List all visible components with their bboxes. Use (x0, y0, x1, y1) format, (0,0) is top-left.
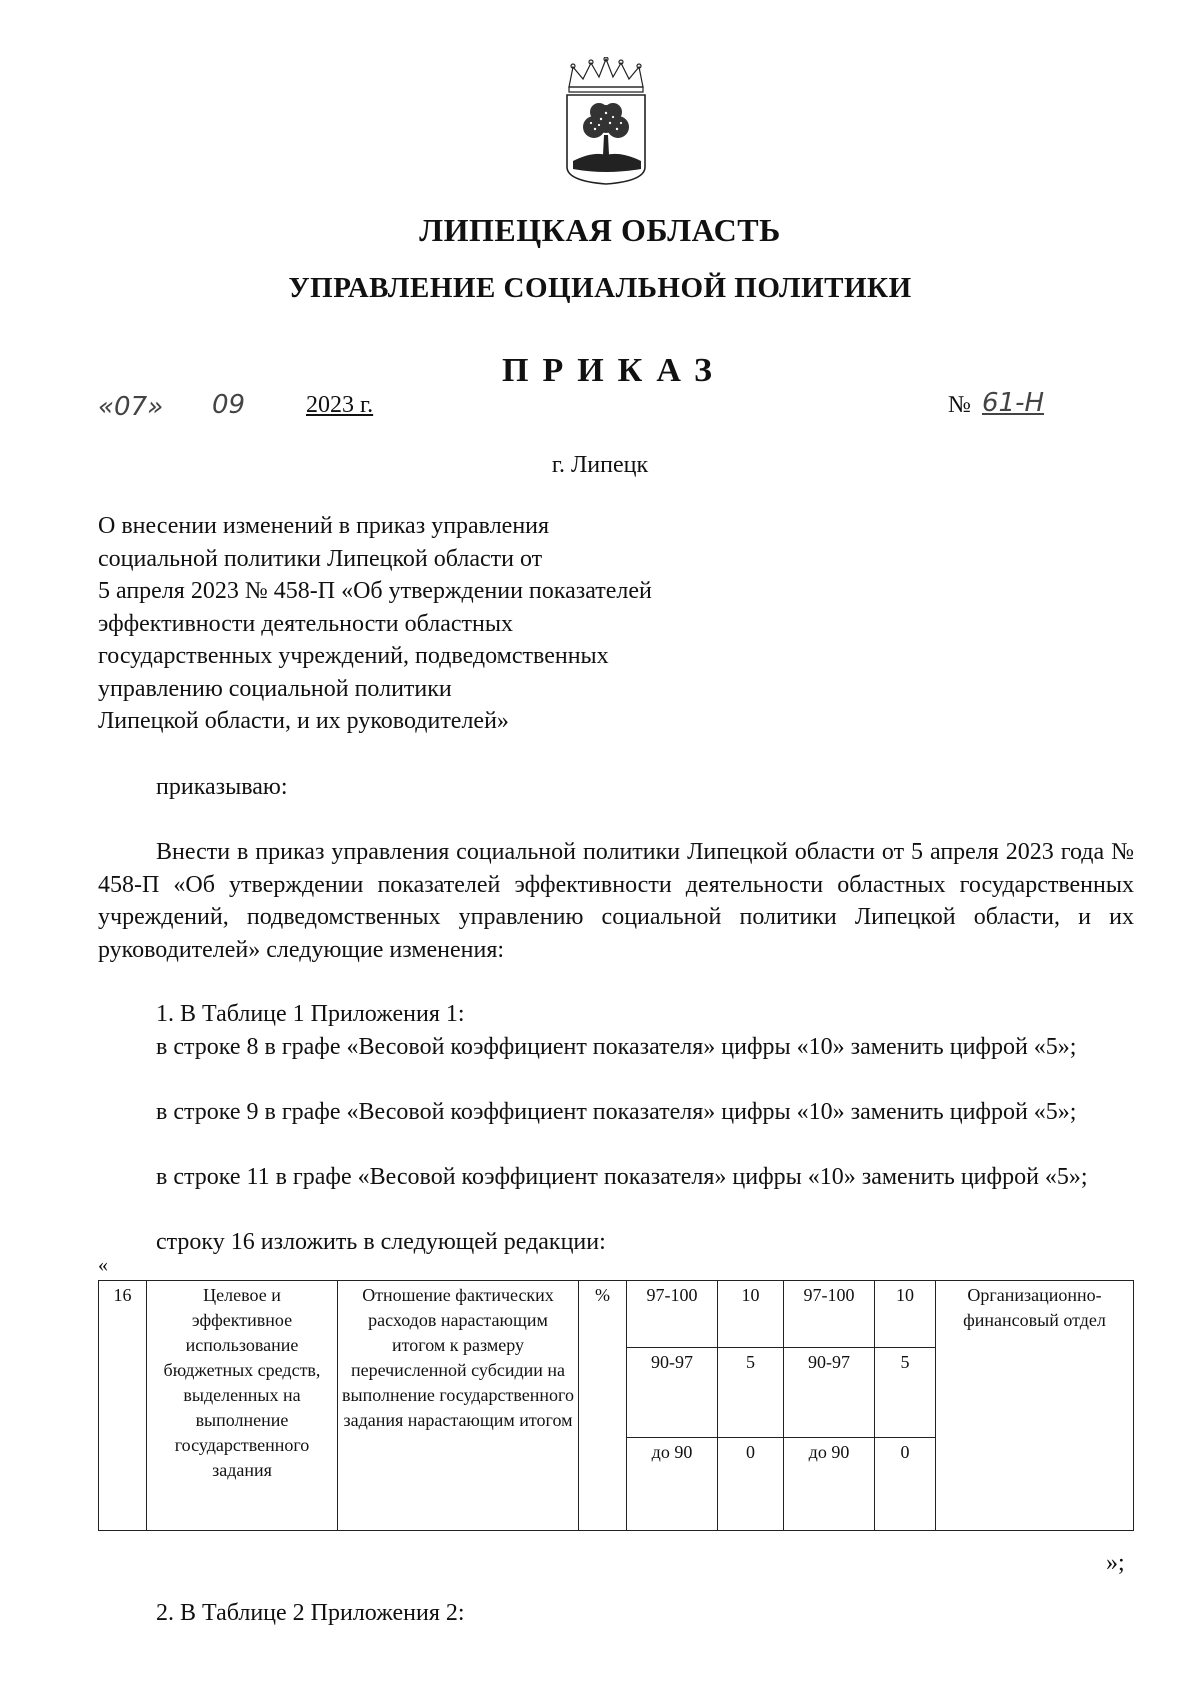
quote-open: « (98, 1254, 108, 1276)
order-word: приказываю: (156, 774, 288, 800)
cell-range: 97-100 (627, 1281, 718, 1348)
coat-of-arms-emblem (563, 57, 649, 185)
cell-range: 97-100 (784, 1281, 875, 1348)
subject-line: управлению социальной политики (98, 675, 452, 702)
subject-line: Липецкой области, и их руководителей» (98, 708, 509, 734)
cell-range: 90-97 (627, 1348, 718, 1438)
intro-paragraph: Внести в приказ управления социальной политики Липецкой области от 5 апреля 2023 года № 458-П «Об утверждении показателей эффективности деятельности областных государственных учреждений, подведомственных управлению социальной политики Липецкой области, и их руководителей» следующие изменения: (98, 839, 1134, 963)
number-label: № (948, 392, 971, 418)
cell-range: до 90 (627, 1438, 718, 1531)
cell-range: 90-97 (784, 1348, 875, 1438)
subject-line: государственных учреждений, подведомственных (98, 643, 609, 669)
change-row-8: в строке 8 в графе «Весовой коэффициент показателя» цифры «10» заменить цифрой «5»; (156, 1034, 1077, 1060)
row-16-table (98, 1280, 1134, 1531)
cell-unit: % (579, 1281, 627, 1531)
cell-criterion: Отношение фактических расходов нарастающим итогом к размеру перечисленной субсидии на выполнение государственного задания нарастающим итогом (338, 1281, 579, 1531)
subject-line: социальной политики Липецкой области от (98, 545, 543, 572)
subject-line: эффективности деятельности областных (98, 610, 513, 637)
cell-responsible: Организационно-финансовый отдел (936, 1281, 1134, 1531)
cell-range: до 90 (784, 1438, 875, 1531)
date-day: «07» (98, 392, 164, 422)
order-number: 61-Н (982, 388, 1045, 418)
cell-indicator: Целевое и эффективное использование бюджетных средств, выделенных на выполнение государственного задания (147, 1281, 338, 1531)
change-row-9: в строке 9 в графе «Весовой коэффициент показателя» цифры «10» заменить цифрой «5»; (156, 1099, 1077, 1125)
cell-weight: 0 (718, 1438, 784, 1531)
item-2: 2. В Таблице 2 Приложения 2: (156, 1600, 465, 1626)
item-1: 1. В Таблице 1 Приложения 1: (156, 1001, 465, 1027)
cell-weight: 10 (875, 1281, 936, 1348)
doc-type-title: ПРИКАЗ (502, 352, 726, 389)
department-title: УПРАВЛЕНИЕ СОЦИАЛЬНОЙ ПОЛИТИКИ (288, 272, 912, 304)
subject-line: О внесении изменений в приказ управления (98, 513, 550, 539)
cell-weight: 5 (875, 1348, 936, 1438)
city: г. Липецк (551, 452, 649, 478)
subject-block (98, 510, 798, 738)
cell-weight: 10 (718, 1281, 784, 1348)
row16-intro: строку 16 изложить в следующей редакции: (156, 1229, 606, 1255)
region-title: ЛИПЕЦКАЯ ОБЛАСТЬ (419, 212, 781, 248)
change-row-11: в строке 11 в графе «Весовой коэффициент показателя» цифры «10» заменить цифрой «5»; (156, 1164, 1088, 1190)
quote-close: »; (1106, 1550, 1125, 1576)
cell-weight: 5 (718, 1348, 784, 1438)
subject-line: 5 апреля 2023 № 458-П «Об утверждении показателей (98, 578, 652, 604)
date-month: 09 (212, 390, 246, 420)
cell-weight: 0 (875, 1438, 936, 1531)
date-year: 2023 г. (306, 392, 374, 418)
cell-number: 16 (99, 1281, 147, 1531)
table-row (99, 1281, 1134, 1348)
